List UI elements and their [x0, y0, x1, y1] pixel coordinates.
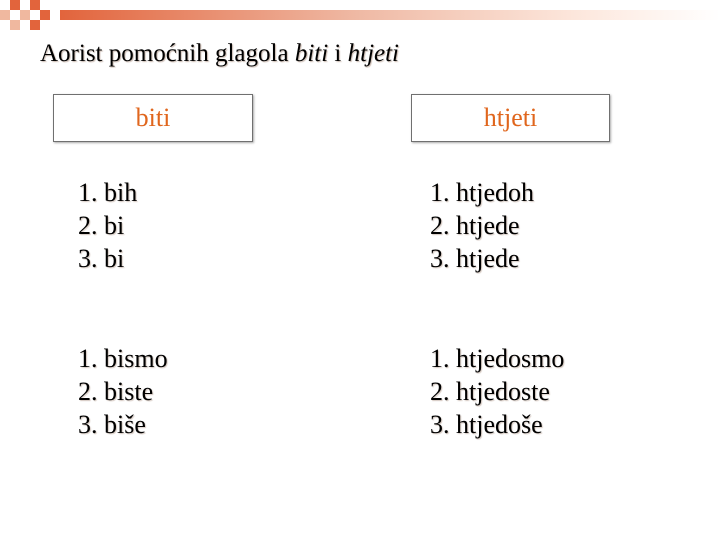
title-middle: i	[328, 40, 348, 67]
title-word-htjeti: htjeti	[347, 40, 400, 67]
list-item: 2. bi	[78, 211, 125, 240]
header-box-biti	[53, 94, 253, 142]
list-item: 2. biste	[78, 377, 154, 406]
list-item: 1. bih	[78, 178, 138, 207]
deco-square	[30, 20, 40, 30]
title-word-biti: biti	[294, 40, 329, 67]
list-item: 3. bi	[78, 244, 125, 273]
list-item: 2. htjedoste	[430, 377, 550, 406]
list-item: 1. htjedoh	[430, 178, 534, 207]
title-prefix: Aorist pomoćnih glagola	[40, 40, 295, 67]
biti-plural-list	[78, 342, 168, 441]
htjeti-plural-list	[430, 342, 564, 441]
header-box-htjeti	[411, 94, 610, 142]
deco-square	[40, 10, 50, 20]
deco-square	[20, 10, 30, 20]
list-item: 1. htjedosmo	[430, 344, 565, 373]
biti-singular-list	[78, 176, 137, 275]
deco-square	[10, 0, 20, 10]
list-item: 2. htjede	[430, 211, 520, 240]
header-label-biti: biti	[135, 103, 171, 132]
htjeti-singular-list	[430, 176, 534, 275]
deco-square	[0, 10, 10, 20]
deco-gradient-bar	[60, 10, 720, 20]
list-item: 3. htjede	[430, 244, 520, 273]
deco-square	[10, 20, 20, 30]
list-item: 3. biše	[78, 410, 146, 439]
list-item: 3. htjedoše	[430, 410, 543, 439]
deco-square	[30, 0, 40, 10]
list-item: 1. bismo	[78, 344, 168, 373]
header-label-htjeti: htjeti	[483, 103, 538, 132]
page-title	[40, 40, 399, 68]
